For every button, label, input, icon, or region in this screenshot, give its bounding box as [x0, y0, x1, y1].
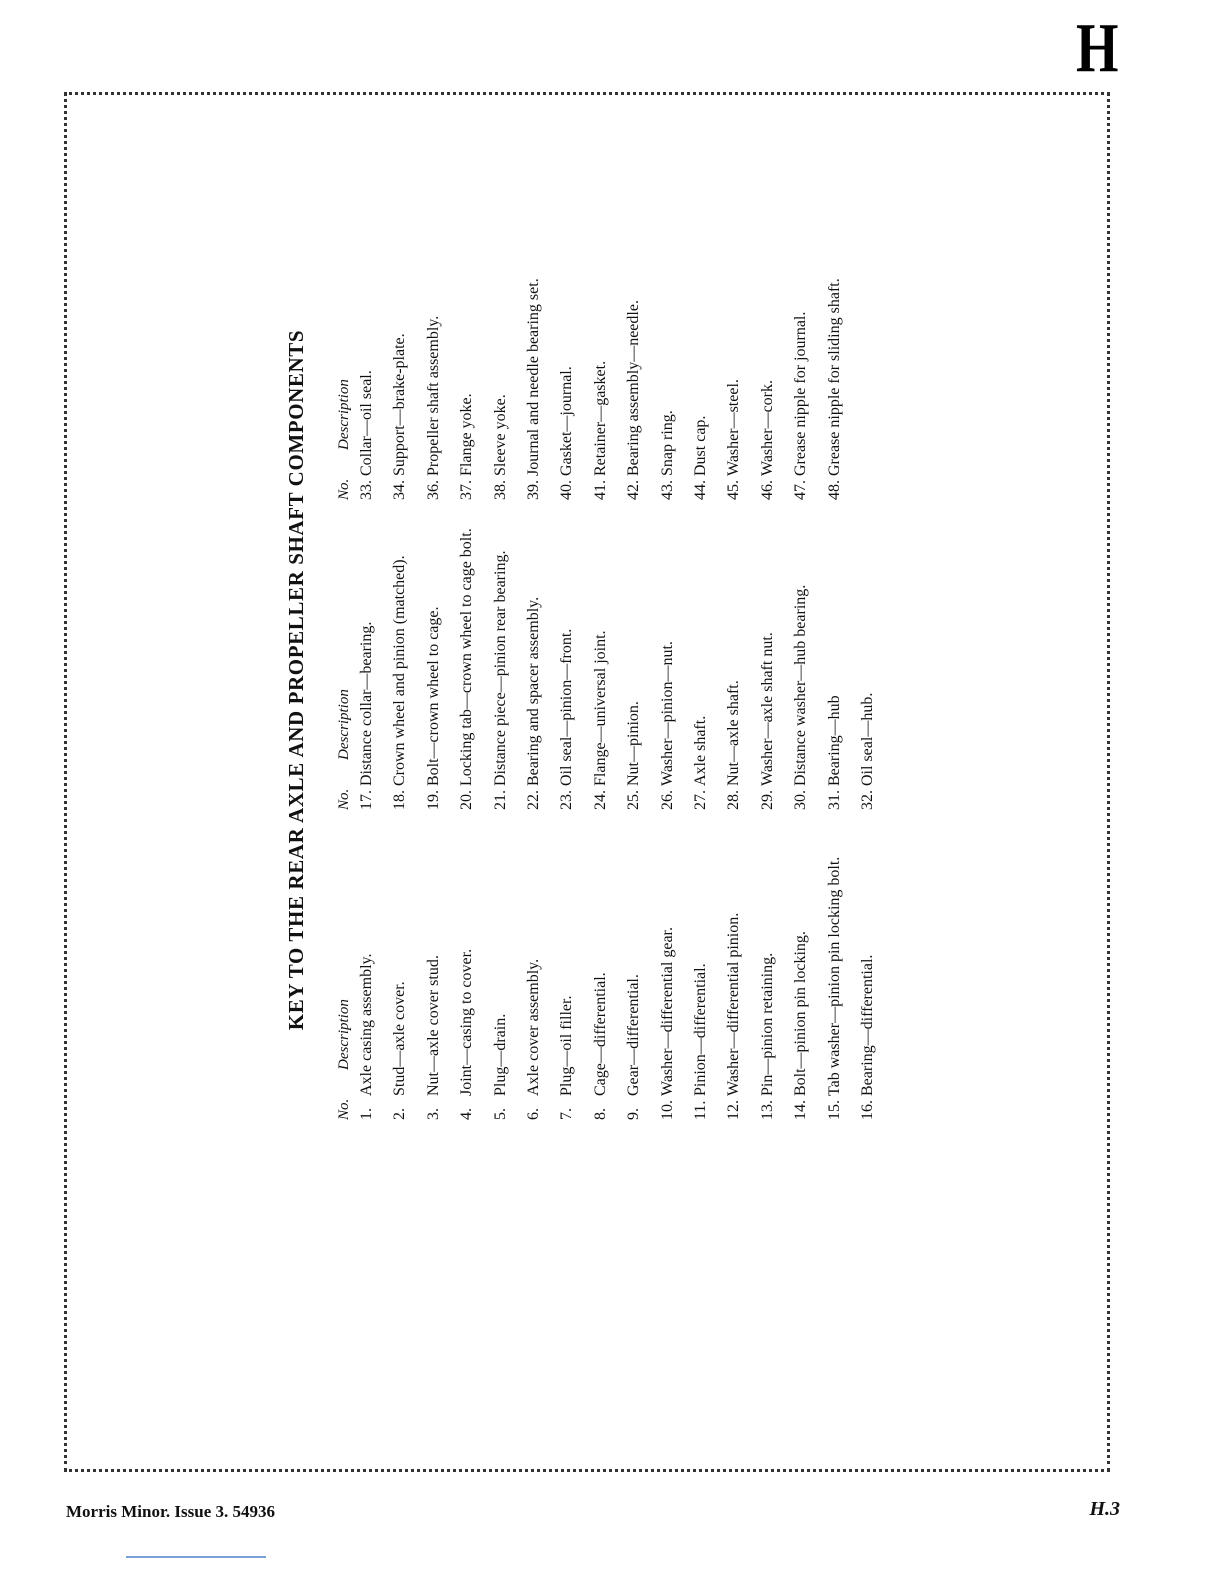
part-number: 20.	[458, 790, 476, 810]
part-description: Grease nipple for sliding shaft.	[825, 278, 843, 476]
part-number: 7.	[558, 1108, 576, 1120]
part-description: Collar—oil seal.	[358, 370, 375, 476]
part-description: Pin—pinion retaining.	[758, 952, 776, 1096]
part-number: 4.	[458, 1108, 476, 1120]
part-description: Joint—casing to cover.	[458, 948, 476, 1096]
header-no: No.	[336, 478, 352, 500]
header-description: Description	[336, 689, 352, 760]
part-description: Flange yoke.	[458, 393, 476, 476]
footer-publication-info: Morris Minor. Issue 3. 54936	[66, 1502, 276, 1521]
section-letter: H	[1075, 10, 1118, 87]
part-number: 6.	[525, 1108, 542, 1120]
part-description: Distance collar—bearing.	[358, 621, 375, 786]
part-number: 29.	[758, 790, 776, 810]
part-description: Washer—differential gear.	[658, 926, 676, 1096]
part-number: 39.	[525, 480, 542, 500]
part-number: 42.	[625, 480, 643, 500]
part-description: Flange—universal joint.	[591, 630, 609, 786]
part-description: Bearing—hub	[825, 695, 843, 786]
part-description: Washer—steel.	[725, 379, 743, 476]
part-number: 28.	[725, 790, 743, 810]
part-description: Axle shaft.	[692, 715, 709, 786]
part-number: 22.	[525, 790, 542, 810]
part-number: 21.	[491, 790, 509, 810]
part-description: Grease nipple for journal.	[792, 311, 810, 476]
part-number: 10.	[658, 1100, 676, 1120]
part-number: 43.	[658, 480, 676, 500]
part-number: 27.	[692, 790, 709, 810]
part-description: Distance washer—hub bearing.	[792, 584, 810, 786]
part-number: 8.	[591, 1108, 609, 1120]
part-description: Oil seal—pinion—front.	[558, 628, 576, 786]
part-description: Nut—axle shaft.	[725, 680, 743, 786]
part-description: Retainer—gasket.	[591, 360, 609, 476]
part-number: 38.	[491, 480, 509, 500]
part-number: 34.	[391, 480, 409, 500]
part-description: Tab washer—pinion pin locking bolt.	[825, 856, 843, 1096]
part-number: 44.	[692, 480, 709, 500]
part-number: 30.	[792, 790, 810, 810]
part-number: 1.	[358, 1108, 375, 1120]
part-description: Cage—differential.	[591, 972, 609, 1096]
part-description: Locking tab—crown wheel to cage bolt.	[458, 528, 476, 786]
part-description: Stud—axle cover.	[391, 981, 409, 1096]
part-number: 5.	[491, 1108, 509, 1120]
link-underline	[126, 1556, 266, 1558]
part-number: 14.	[792, 1100, 810, 1120]
part-description: Axle casing assembly.	[358, 953, 375, 1096]
part-number: 26.	[658, 790, 676, 810]
part-description: Plug—oil filler.	[558, 995, 576, 1096]
part-description: Washer—cork.	[758, 379, 776, 476]
part-description: Sleeve yoke.	[491, 394, 509, 476]
part-number: 41.	[591, 480, 609, 500]
part-number: 9.	[625, 1108, 643, 1120]
part-description: Washer—differential pinion.	[725, 912, 743, 1096]
part-number: 33.	[358, 480, 375, 500]
part-description: Pinion—differential.	[692, 963, 709, 1096]
part-description: Bearing assembly—needle.	[625, 300, 643, 476]
header-description: Description	[336, 999, 352, 1070]
part-number: 45.	[725, 480, 743, 500]
part-number: 23.	[558, 790, 576, 810]
part-number: 40.	[558, 480, 576, 500]
key-title: KEY TO THE REAR AXLE AND PROPELLER SHAFT COMPONENTS	[284, 329, 308, 1031]
part-number: 18.	[391, 790, 409, 810]
part-description: Plug—drain.	[491, 1013, 509, 1096]
part-number: 48.	[825, 480, 843, 500]
part-description: Oil seal—hub.	[859, 692, 876, 786]
part-number: 25.	[625, 790, 643, 810]
part-description: Gasket—journal.	[558, 366, 576, 476]
part-description: Gear—differential.	[625, 974, 643, 1096]
part-description: Journal and needle bearing set.	[525, 278, 542, 476]
part-number: 31.	[825, 790, 843, 810]
part-description: Washer—pinion—nut.	[658, 641, 676, 786]
part-number: 36.	[424, 480, 442, 500]
part-number: 16.	[859, 1100, 876, 1120]
part-number: 47.	[792, 480, 810, 500]
part-description: Bolt—pinion pin locking.	[792, 931, 810, 1096]
part-number: 13.	[758, 1100, 776, 1120]
part-description: Dust cap.	[692, 415, 709, 476]
part-description: Nut—pinion.	[625, 701, 643, 786]
part-number: 32.	[859, 790, 876, 810]
part-description: Washer—axle shaft nut.	[758, 632, 776, 786]
part-number: 15.	[825, 1100, 843, 1120]
part-description: Support—brake-plate.	[391, 333, 409, 476]
part-number: 2.	[391, 1108, 409, 1120]
part-number: 24.	[591, 790, 609, 810]
part-number: 46.	[758, 480, 776, 500]
component-key	[284, 240, 884, 1120]
part-description: Axle cover assembly.	[525, 958, 542, 1096]
header-no: No.	[336, 1098, 352, 1120]
part-description: Bearing and spacer assembly.	[525, 596, 542, 786]
part-number: 17.	[358, 790, 375, 810]
part-description: Bolt—crown wheel to cage.	[424, 606, 442, 786]
part-number: 37.	[458, 480, 476, 500]
part-description: Snap ring.	[658, 410, 676, 476]
part-number: 12.	[725, 1100, 743, 1120]
part-description: Crown wheel and pinion (matched).	[391, 555, 409, 786]
part-description: Propeller shaft assembly.	[424, 315, 442, 476]
part-description: Bearing—differential.	[859, 954, 876, 1096]
part-number: 19.	[424, 790, 442, 810]
part-number: 3.	[424, 1108, 442, 1120]
header-description: Description	[336, 379, 352, 450]
part-description: Distance piece—pinion rear bearing.	[491, 550, 509, 786]
header-no: No.	[336, 788, 352, 810]
part-number: 11.	[692, 1100, 709, 1120]
page-number: H.3	[1089, 1498, 1120, 1520]
part-description: Nut—axle cover stud.	[424, 955, 442, 1096]
